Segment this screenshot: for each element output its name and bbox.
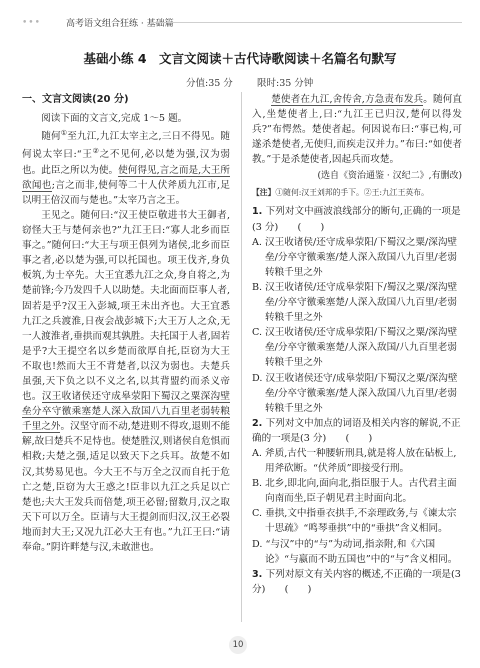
text-run: 之不见何,必以楚为强,汉为弱也。此臣之所以为使。 <box>22 149 230 176</box>
annotation-note <box>252 187 462 198</box>
text-run: 至九江,九江太宰主之,三日不得见。随何说太宰曰:“王 <box>22 131 230 161</box>
question-list <box>252 204 462 596</box>
note-tag: 【注】 <box>252 188 276 198</box>
underlined-phrase: 汉王收诸侯还守成皋荥阳下蜀汉之粟深沟壁垒分卒守徼乘塞楚人深入敌国八九百里老弱转粮千里之外 <box>22 391 231 433</box>
underlined-phrase: 楚使者在九江,舍传舍,方急责布发兵 <box>271 94 424 105</box>
left-paragraph <box>22 208 230 555</box>
score-info: 分值:35 分 <box>186 78 233 89</box>
running-header <box>22 16 462 30</box>
section-heading: 一、文言文阅读(20 分) <box>22 94 129 105</box>
left-paragraph <box>22 111 230 126</box>
answer-option[interactable]: D. 汉王收诸侯还守/成皋荥阳/下蜀汉之粟/深沟壁垒/分卒守徼乘塞/楚人深入敌国八九百里/老弱转粮千里之外 <box>252 372 458 414</box>
text-run: 阅读下面的文言文,完成 1～5 题。 <box>41 113 188 124</box>
left-column <box>22 92 230 555</box>
page-number: 10 <box>229 636 247 654</box>
time-limit: 限时:35 分钟 <box>257 78 314 89</box>
footnote-marker: ① <box>60 129 68 138</box>
answer-option[interactable]: B. 汉王收诸侯/还守成皋荥阳下/蜀汉之粟/深沟壁垒/分卒守徼乘塞楚/人深入敌国八九百里/老弱转粮千里之外 <box>252 281 458 324</box>
text-run: 。随何直入,坐楚使者上,曰:“九江王已归汉,楚何以得发兵?”布愕然。楚使者起。何因说布曰:“事已构,可遂杀楚使者,无使归,而疾走汉并力。”布曰:“如使者教。”于是杀楚使者,因起兵而攻楚。 <box>252 94 463 166</box>
header-dots-icon: ••• <box>22 18 41 28</box>
answer-blank[interactable]: ( ) <box>345 432 373 444</box>
right-column <box>252 92 462 597</box>
question-stem <box>252 416 462 446</box>
question-number: 2. <box>252 417 266 429</box>
text-run: 王见之。随何曰:“汉王使臣敬进书大王御者,窃怪大王与楚何亲也?”九江王曰:“寡人北乡而臣事之。”随何曰:“大王与项王俱列为诸侯,北乡而臣事之者,必以楚为强,可以托国也。项王伐齐,身负板筑,为士卒先。大王宜悉九江之众,身自将之,为楚前锋;今乃发四千人以助楚。夫北面而臣事人者,固若是乎?汉王入彭城,项王未出齐也。大王宜悉九江之兵渡淮,日夜会战彭城下;大王万人之众,无一人渡淮者,垂拱而观其孰胜。夫托国于人者,固若是乎?大王提空名以乡楚而欲厚自托,臣窃为大王不取也!然而大王不背楚者,以汉为弱也。夫楚兵虽强,天下负之以不义之名,以其背盟约而杀义帝也。 <box>22 209 230 403</box>
source-citation: (选自《资治通鉴 · 汉纪二》,有删改) <box>317 171 462 182</box>
answer-option[interactable]: C. 垂拱,文中指垂衣拱手,不亲理政务,与《谏太宗十思疏》“鸣琴垂拱”中的“垂拱”含义相同。 <box>252 508 457 535</box>
question-stem <box>252 567 462 597</box>
note-text: ①随何:汉王刘邦的手下。②王:九江王英布。 <box>275 188 429 198</box>
page-title: 基础小练 4 文言文阅读＋古代诗歌阅读＋名篇名句默写 <box>83 51 397 66</box>
header-rule <box>150 22 462 23</box>
question-text: 下列对原文有关内容的概述,不正确的一项是(3 分) <box>252 568 461 595</box>
right-paragraph <box>252 92 462 167</box>
text-run: 。汉坚守而不动,楚进则不得攻,退则不能解,故曰楚兵不足恃也。使楚胜汉,则诸侯自危惧而相救;夫楚之强,适足以致天下之兵耳。故楚不如汉,其势易见也。今大王不与万全之汉而自托于危亡之楚,臣窃为大王惑之!臣非以九江之兵足以亡楚也;夫大王发兵而倍楚,项王必留;留数月,汉之取天下可以万全。臣请与大王提剑而归汉,汉王必裂地而封大王;又况九江必大王有也。”九江王曰:“请奉命。”阴许畔楚与汉,未敢泄也。 <box>22 421 230 553</box>
answer-option[interactable]: B. 北乡,即北向,面向北,指臣服于人。古代君主面向南而坐,臣子朝见君主时面向北。 <box>252 478 457 505</box>
answer-option[interactable]: C. 汉王收诸侯/还守成皋荥阳/下蜀汉之粟/深沟壁垒/分卒守徼乘塞楚/人深入敌国/八九百里老弱转粮千里之外 <box>252 327 458 369</box>
text-run: ;言之而非,使何等二十人伏斧质九江市,足以明王倍汉而与楚也。”太宰乃言之王。 <box>22 179 230 206</box>
text-run: 随何 <box>41 131 61 143</box>
answer-option[interactable]: D. “与汉”中的“与”为动词,指亲附,和《六国论》“与嬴而不助五国也”中的“与”含义相同。 <box>252 538 458 565</box>
underlined-phrase: 使何得见,言之而是,大王所欲闻也 <box>22 164 231 191</box>
passage-right <box>252 92 462 167</box>
question-text: 下列对文中加点的词语及相关内容的解说,不正确的一项是(3 分) <box>252 417 461 444</box>
answer-blank[interactable]: ( ) <box>284 583 312 595</box>
question-stem <box>252 204 462 234</box>
passage-left <box>22 111 230 555</box>
book-title: 高考语文组合狂练 · 基础篇 <box>66 19 174 29</box>
answer-blank[interactable]: ( ) <box>297 221 325 233</box>
question-text: 下列对文中画波浪线部分的断句,正确的一项是(3 分) <box>252 206 461 233</box>
answer-option[interactable]: A. 斧质,古代一种腰斩刑具,就是将人放在砧板上,用斧砍断。“伏斧质”即接受行刑。 <box>252 447 457 475</box>
question-number: 1. <box>252 206 266 218</box>
question-number: 3. <box>252 568 266 580</box>
column-divider <box>241 92 242 622</box>
left-paragraph <box>22 126 230 208</box>
answer-option[interactable]: A. 汉王收诸侯/还守成皋荥阳/下蜀汉之粟/深沟壁垒/分卒守徼乘塞/楚人深入敌国八九百里/老弱转粮千里之外 <box>252 236 458 278</box>
footnote-marker: ② <box>92 147 100 156</box>
